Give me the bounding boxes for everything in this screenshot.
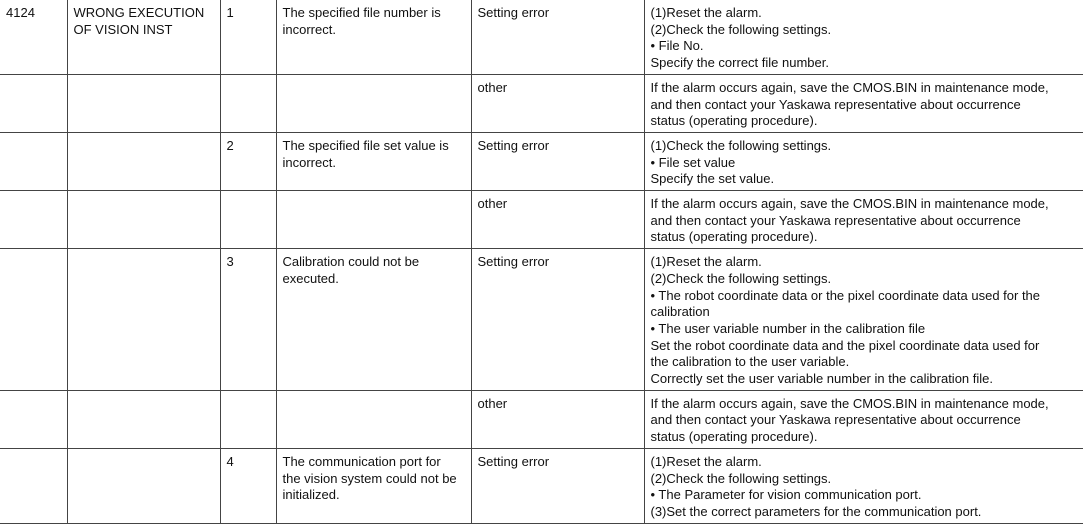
cause: Setting error [477, 5, 550, 20]
table-row [0, 191, 1083, 249]
remedy-line: • The robot coordinate data or the pixel coordinate data used for the [650, 287, 1041, 303]
meaning-line: initialized. [282, 487, 340, 503]
sub-code-cell [220, 448, 276, 523]
table-row [0, 390, 1083, 448]
cause: other [477, 79, 508, 95]
cause: other [477, 395, 508, 411]
alarm-name-line: WRONG EXECUTION [73, 5, 205, 20]
cause-cell [471, 191, 644, 249]
cause-cell [471, 132, 644, 190]
remedy-line: status (operating procedure). [650, 113, 818, 129]
remedy-cell [644, 191, 1083, 249]
table-row [0, 0, 1083, 74]
sub-code: 4 [226, 453, 234, 469]
cause: Setting error [477, 137, 550, 153]
remedy-line: Correctly set the user variable number in the calibration file. [650, 371, 993, 387]
meaning-cell [276, 448, 471, 523]
cause: Setting error [477, 453, 550, 469]
remedy-line: (2)Check the following settings. [650, 470, 832, 486]
meaning-line: the vision system could not be [282, 470, 457, 486]
remedy-cell [644, 0, 1083, 74]
remedy-line: (3)Set the correct parameters for the communication port. [650, 503, 982, 519]
sub-code: 3 [226, 254, 234, 270]
remedy-line: the calibration to the user variable. [650, 354, 850, 370]
cause-cell [471, 390, 644, 448]
remedy-line: • The Parameter for vision communication port. [650, 487, 922, 503]
remedy-line: (1)Reset the alarm. [650, 453, 762, 469]
remedy-line: status (operating procedure). [650, 229, 818, 245]
remedy-line: If the alarm occurs again, save the CMOS.BIN in maintenance mode, [650, 79, 1049, 95]
meaning-cell [276, 132, 471, 190]
remedy-line: (2)Check the following settings. [650, 270, 832, 286]
meaning-line: Calibration could not be [282, 254, 420, 270]
remedy-line: • The user variable number in the calibration file [650, 320, 926, 336]
cause-cell [471, 0, 644, 74]
meaning-line: The specified file set value is [282, 137, 449, 153]
sub-code-cell [220, 249, 276, 391]
remedy-line: (1)Check the following settings. [650, 137, 832, 153]
meaning-line: The specified file number is [282, 5, 441, 20]
meaning-line: incorrect. [282, 154, 336, 170]
alarm-code-cell [0, 0, 67, 74]
remedy-line: and then contact your Yaskawa representative about occurrence [650, 212, 1021, 228]
remedy-line: calibration [650, 304, 710, 320]
meaning-line: executed. [282, 270, 339, 286]
cause-cell [471, 448, 644, 523]
meaning-cell [276, 0, 471, 74]
alarm-name-cell [67, 0, 220, 74]
remedy-line: Specify the correct file number. [650, 55, 829, 71]
cause: other [477, 196, 508, 212]
remedy-line: and then contact your Yaskawa representative about occurrence [650, 412, 1021, 428]
meaning-line: incorrect. [282, 21, 336, 37]
remedy-cell [644, 249, 1083, 391]
sub-code-cell [220, 0, 276, 74]
remedy-line: (2)Check the following settings. [650, 21, 832, 37]
sub-code: 1 [226, 5, 234, 20]
remedy-line: • File set value [650, 154, 736, 170]
cause: Setting error [477, 254, 550, 270]
remedy-cell [644, 390, 1083, 448]
remedy-line: • File No. [650, 38, 704, 54]
cause-cell [471, 74, 644, 132]
table-row [0, 448, 1083, 523]
remedy-line: Specify the set value. [650, 171, 775, 187]
remedy-line: (1)Reset the alarm. [650, 5, 762, 20]
remedy-line: (1)Reset the alarm. [650, 254, 762, 270]
remedy-line: If the alarm occurs again, save the CMOS.BIN in maintenance mode, [650, 395, 1049, 411]
remedy-line: If the alarm occurs again, save the CMOS.BIN in maintenance mode, [650, 196, 1049, 212]
alarm-name-line: OF VISION INST [73, 21, 173, 37]
meaning-cell [276, 249, 471, 391]
meaning-line: The communication port for [282, 453, 441, 469]
remedy-cell [644, 74, 1083, 132]
sub-code-cell [220, 132, 276, 190]
table-row [0, 74, 1083, 132]
table-row [0, 249, 1083, 391]
remedy-cell [644, 132, 1083, 190]
table-row [0, 132, 1083, 190]
alarm-code: 4124 [6, 5, 35, 20]
remedy-line: status (operating procedure). [650, 429, 818, 445]
remedy-cell [644, 448, 1083, 523]
remedy-line: Set the robot coordinate data and the pixel coordinate data used for [650, 337, 1040, 353]
sub-code: 2 [226, 137, 234, 153]
remedy-line: and then contact your Yaskawa representative about occurrence [650, 96, 1021, 112]
cause-cell [471, 249, 644, 391]
